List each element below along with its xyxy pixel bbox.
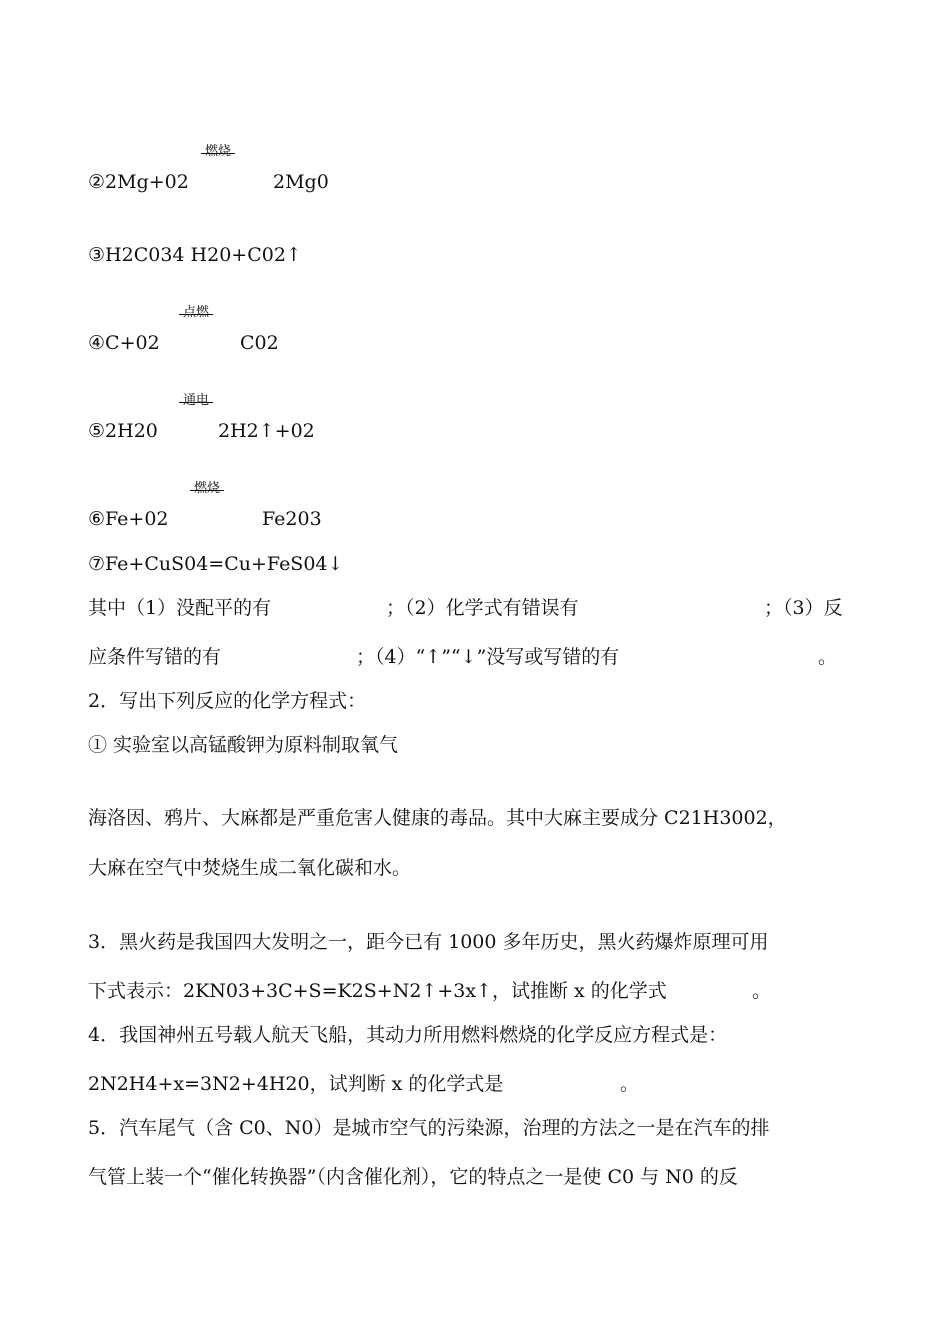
equation-lhs: ⑥Fe+02 [88,508,169,530]
equation-5 [88,419,315,443]
equation-rhs: 2H2↑+02 [218,420,315,442]
q4-formula-text: 2N2H4+x=3N2+4H20，试判断 x 的化学式是 [88,1073,504,1095]
equation-lhs: ⑤2H20 [88,420,158,442]
condition-text: 燃烧 [194,481,221,496]
q3-line1: 3．黑火药是我国四大发明之一，距今已有 1000 多年历史，黑火药爆炸原理可用 [88,931,769,953]
equation-lhs: ⑦Fe+CuS04=Cu+FeS04↓ [88,553,344,575]
q4-line1: 4．我国神州五号载人航天飞船，其动力所用燃料燃烧的化学反应方程式是： [88,1024,728,1046]
equation-rhs: Fe203 [262,508,322,530]
condition-text: 燃烧 [205,144,232,159]
q1-part1: 其中（1）没配平的有 [88,597,272,619]
q1-part3: ；（3）反 [764,597,843,619]
q2-paragraph-line1: 海洛因、鸦片、大麻都是严重危害人健康的毒品。其中大麻主要成分 C21H3002， [88,807,787,829]
q1-part5: ；（4）“↑”“↓”没写或写错的有 [356,646,620,668]
condition-text: 点燃 [183,305,210,320]
q2-title: 2．写出下列反应的化学方程式： [88,690,367,712]
equation-7 [88,552,343,576]
equation-2 [88,170,329,194]
equation-6 [88,507,322,531]
equation-rhs: C02 [240,332,279,354]
q3-end: 。 [752,980,772,1002]
equation-lhs: ④C+02 [88,332,160,354]
q4-end: 。 [620,1073,640,1095]
q1-part4: 应条件写错的有 [88,646,222,668]
equation-lhs: ②2Mg+02 [88,171,189,193]
equation-4 [88,331,279,355]
equation-3 [88,243,302,267]
equation-rhs: 2Mg0 [273,171,329,193]
condition-text: 通电 [183,393,210,408]
q5-line2: 气管上装一个“催化转换器”（内含催化剂），它的特点之一是使 C0 与 N0 的反 [88,1166,738,1188]
reaction-condition [194,481,220,497]
q2-paragraph-line2: 大麻在空气中焚烧生成二氧化碳和水。 [88,857,412,879]
q5-line1: 5．汽车尾气（含 C0、N0）是城市空气的污染源，治理的方法之一是在汽车的排 [88,1117,770,1139]
q1-part2: ；（2）化学式有错误有 [386,597,579,619]
q1-part6: 。 [818,646,838,668]
equation-lhs: ③H2C034 H20+C02↑ [88,244,302,266]
q3-formula-text: 下式表示：2KN03+3C+S=K2S+N2↑+3x↑，试推断 x 的化学式 [88,980,667,1002]
q2-item1: ① 实验室以高锰酸钾为原料制取氧气 [88,734,399,756]
reaction-condition [183,393,209,409]
reaction-condition [205,144,231,160]
reaction-condition [183,305,209,321]
